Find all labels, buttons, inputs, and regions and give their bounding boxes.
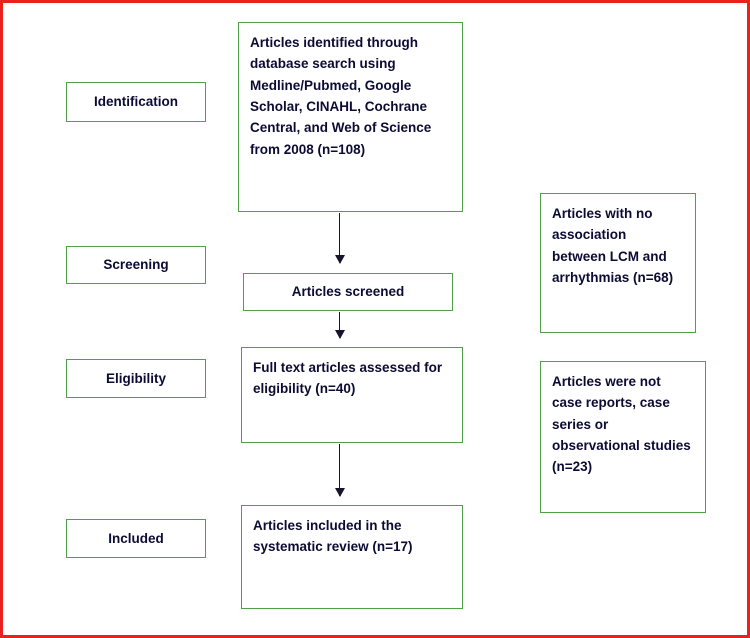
exclusion-box-no-association-text: Articles with no association between LCM and arrhythmias (n=68)	[552, 206, 674, 285]
arrow-identified-to-screened	[339, 213, 340, 263]
arrow-screened-to-fulltext	[339, 312, 340, 338]
stage-label-identification	[66, 82, 206, 122]
flow-box-articles-identified	[238, 22, 463, 212]
stage-label-eligibility	[66, 359, 206, 398]
stage-label-screening-text: Screening	[103, 257, 169, 273]
stage-label-identification-text: Identification	[94, 94, 178, 110]
stage-label-screening	[66, 246, 206, 284]
flow-box-articles-screened	[243, 273, 453, 311]
flow-box-fulltext-assessed	[241, 347, 463, 443]
stage-label-included-text: Included	[108, 530, 164, 546]
flow-box-articles-identified-text: Articles identified through database search using Medline/Pubmed, Google Scholar, CINAHL, Cochrane Central, and Web of Science from 2008 (n=108)	[250, 35, 432, 157]
exclusion-box-not-case-reports-text: Articles were not case reports, case series or observational studies (n=23)	[552, 374, 691, 475]
stage-label-eligibility-text: Eligibility	[105, 370, 166, 386]
flow-box-articles-included	[241, 505, 463, 609]
flow-box-fulltext-assessed-text: Full text articles assessed for eligibility (n=40)	[253, 360, 443, 397]
exclusion-box-not-case-reports	[540, 361, 706, 513]
stage-label-included	[66, 519, 206, 558]
arrow-fulltext-to-included	[339, 444, 340, 496]
exclusion-box-no-association	[540, 193, 696, 333]
flow-box-articles-screened-text: Articles screened	[291, 284, 405, 300]
flow-box-articles-included-text: Articles included in the systematic review (n=17)	[253, 518, 413, 555]
